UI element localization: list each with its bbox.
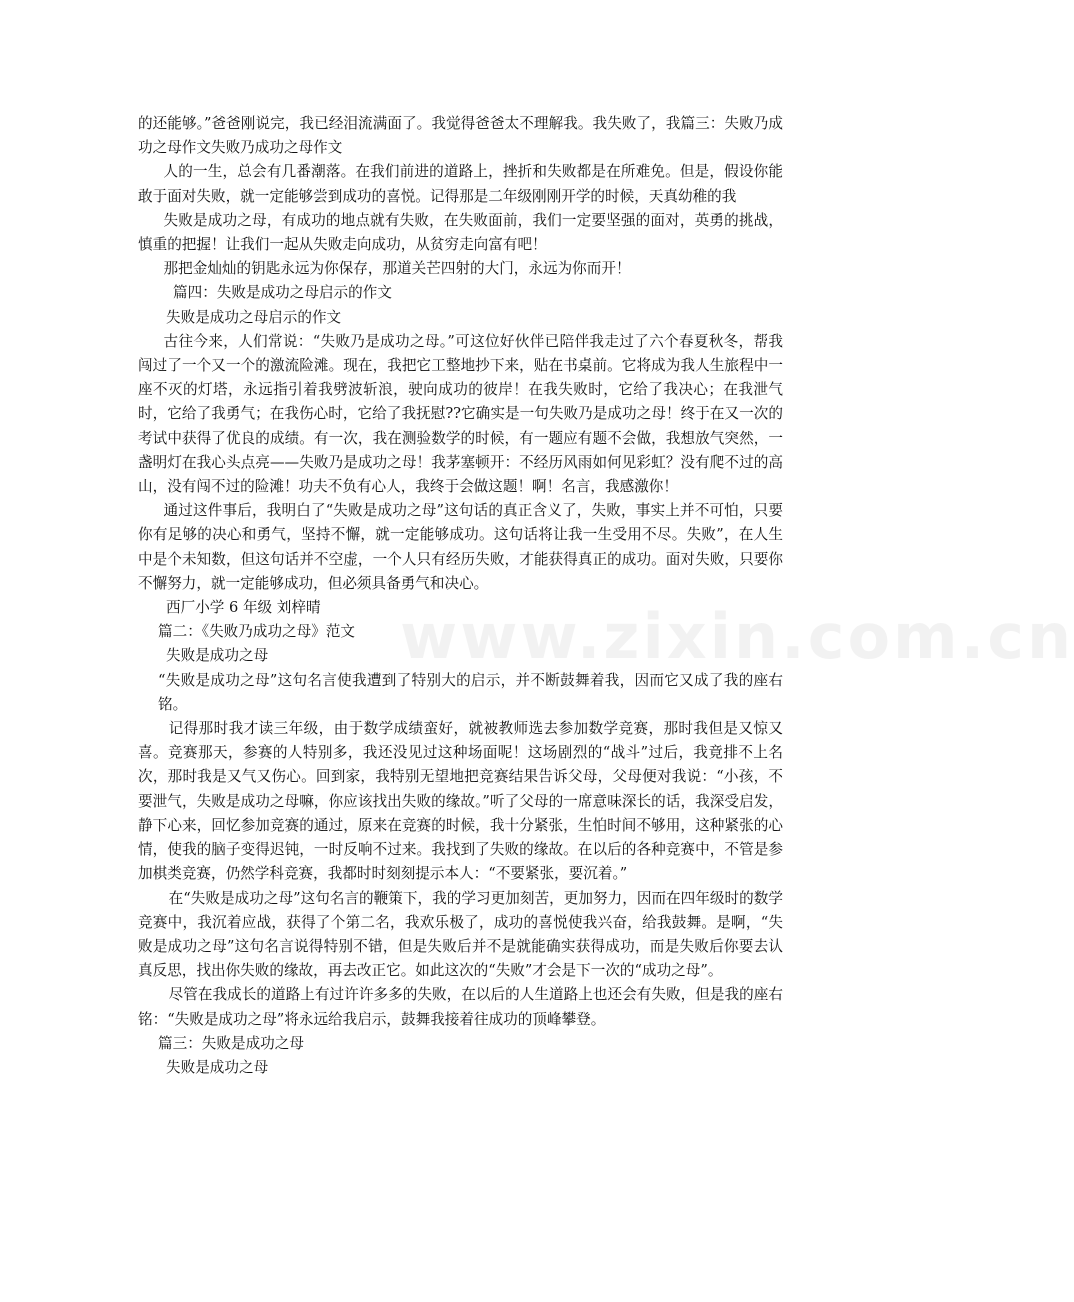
paragraph: 尽管在我成长的道路上有过许许多多的失败，在以后的人生道路上也还会有失败，但是我的座右铭：“失败是成功之母”将永远给我启示，鼓舞我接着往成功的顶峰攀登。 [138,986,783,1028]
paragraph: 失败是成功之母启示的作文 [166,308,342,326]
paragraph: 的还能够。”爸爸刚说完，我已经泪流满面了。我觉得爸爸太不理解我。我失败了，我篇三：失败乃成功之母作文失败乃成功之母作文 [138,115,783,157]
paragraph: 那把金灿灿的钥匙永远为你保存，那道关芒四射的大门，永远为你而开！ [163,260,631,278]
paragraph: 篇三：失败是成功之母 [158,1034,304,1052]
paragraph: 古往今来，人们常说：“失败乃是成功之母。”可这位好伙伴已陪伴我走过了六个春夏秋冬，帮我闯过了一个又一个的激流险滩。现在，我把它工整地抄下来，贴在书桌前。它将成为我人生旅程中一座不灭的灯塔，永远指引着我劈波斩浪，驶向成功的彼岸！在我失败时，它给了我决心；在我泄气时，它给了我勇气；在我伤心时，它给了我抚慰??它确实是一句失败乃是成功之母！终于在又一次的考试中获得了优良的成绩。有一次，我在测验数学的时候，有一题应有题不会做，我想放气突然，一盏明灯在我心头点亮——失败乃是成功之母！我茅塞顿开：不经历风雨如何见彩虹？没有爬不过的高山，没有闯不过的险滩！功夫不负有心人，我终于会做这题！啊！名言，我感激你！ [138,332,783,496]
paragraph: 通过这件事后，我明白了“失败是成功之母”这句话的真正含义了，失败，事实上并不可怕，只要你有足够的决心和勇气，坚持不懈，就一定能够成功。这句话将让我一生受用不尽。失败”，在人生中是个未知数，但这句话并不空虚，一个人只有经历失败，才能获得真正的成功。面对失败，只要你不懈努力，就一定能够成功，但必须具备勇气和决心。 [138,502,783,592]
paragraph: 在“失败是成功之母”这句名言的鞭策下，我的学习更加刻苦，更加努力，因而在四年级时的数学竞赛中，我沉着应战，获得了个第二名，我欢乐极了，成功的喜悦使我兴奋，给我鼓舞。是啊，“失败是成功之母”这句名言说得特别不错，但是失败后并不是就能确实获得成功，而是失败后你要去认真反思，找出你失败的缘故，再去改正它。如此这次的“失败”才会是下一次的“成功之母”。 [138,889,783,980]
paragraph: 篇二：《失败乃成功之母》范文 [158,623,356,641]
paragraph: 失败是成功之母，有成功的地点就有失败，在失败面前，我们一定要坚强的面对，英勇的挑战，慎重的把握！让我们一起从失败走向成功，从贫穷走向富有吧！ [138,211,783,254]
paragraph: 篇四：失败是成功之母启示的作文 [173,284,392,302]
paragraph: 失败是成功之母 [166,647,269,665]
paragraph: 人的一生，总会有几番潮落。在我们前进的道路上，挫折和失败都是在所难免。但是，假设你能敢于面对失败，就一定能够尝到成功的喜悦。记得那是二年级刚刚开学的时候，天真幼稚的我 [138,163,783,205]
watermark-text: www.zixin.com.cn [400,600,1074,673]
paragraph: 失败是成功之母 [166,1058,269,1076]
paragraph: 记得那时我才读三年级，由于数学成绩蛮好，就被教师选去参加数学竞赛，那时我但是又惊又喜。竞赛那天，参赛的人特别多，我还没见过这种场面呢！这场剧烈的“战斗”过后，我竟排不上名次，那时我是又气又伤心。回到家，我特别无望地把竞赛结果告诉父母，父母便对我说：“小孩，不要泄气，失败是成功之母嘛，你应该找出失败的缘故。”听了父母的一席意味深长的话，我深受启发，静下心来，回忆参加竞赛的通过，原来在竞赛的时候，我十分紧张，生怕时间不够用，这种紧张的心情，使我的脑子变得迟钝，一时反响不过来。我找到了失败的缘故。在以后的各种竞赛中，不管是参加棋类竞赛，仍然学科竞赛，我都时时刻刻提示本人：“不要紧张，要沉着。” [138,720,783,883]
paragraph: 西厂小学 6 年级 刘梓晴 [166,599,321,617]
paragraph: “失败是成功之母”这句名言使我遭到了特别大的启示，并不断鼓舞着我，因而它又成了我的座右铭。 [158,671,783,713]
document-page [138,112,783,1080]
